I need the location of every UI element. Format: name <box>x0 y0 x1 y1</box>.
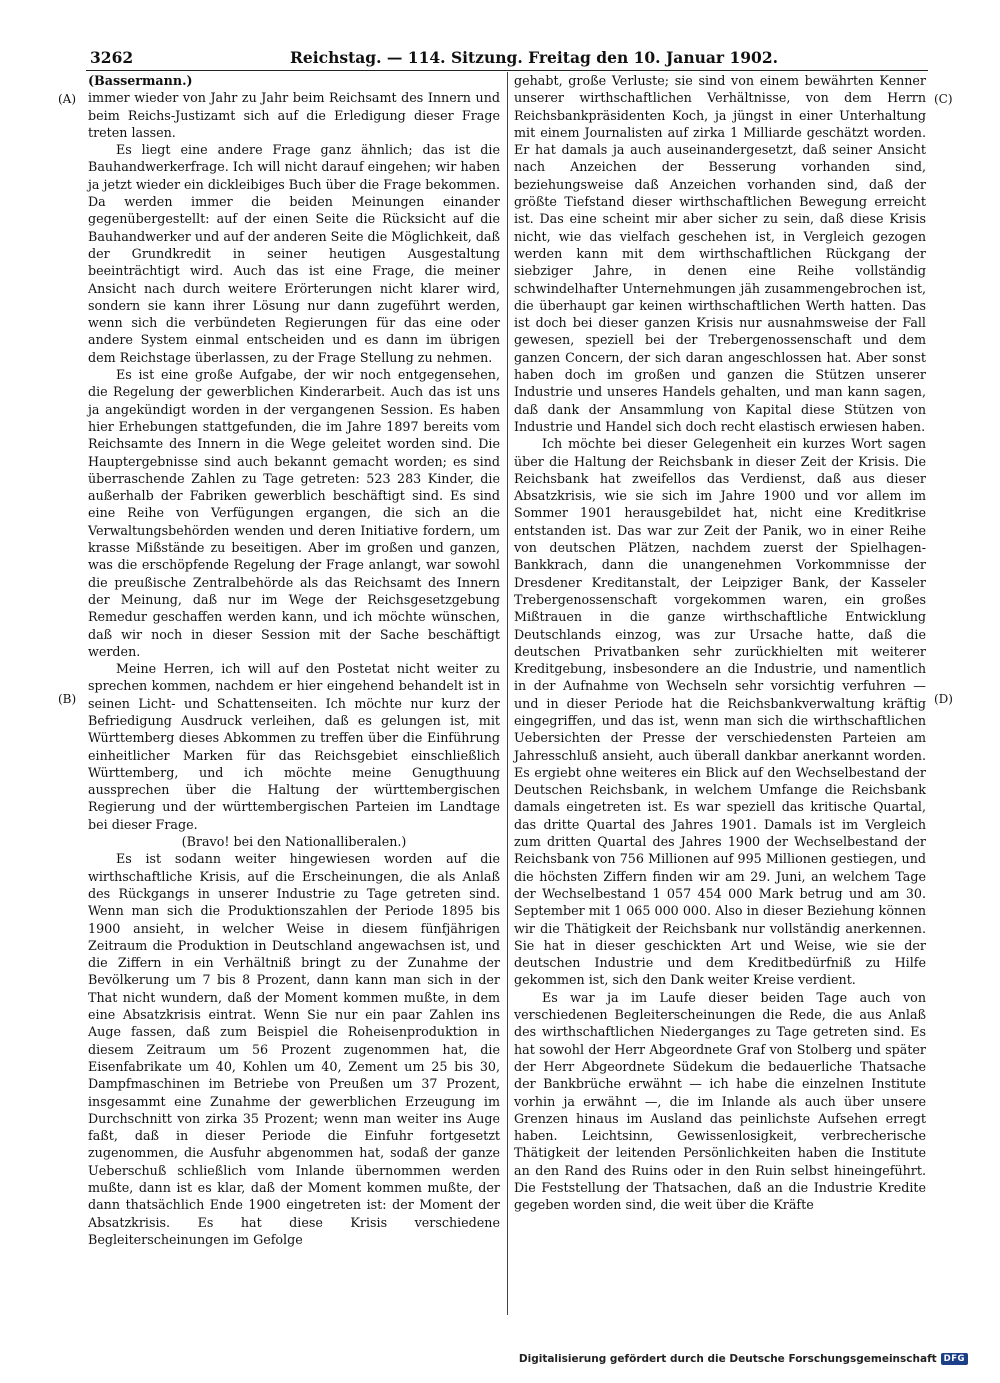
margin-marker-a: (A) <box>58 92 77 106</box>
paragraph: Es war ja im Laufe dieser beiden Tage auch von verschiedenen Begleiterscheinungen die Rede, die aus Anlaß des wirthschaftlichen Niederganges zu Tage getreten sind. Es hat sowohl der Herr Abgeordnete Graf von Stolberg und später der Herr Abgeordnete Südekum die bedauerliche Thatsache der Bankbrüche erwähnt — ich habe die einzelnen Institute vorhin ja erwähnt —, die im Inlande als auch über unsere Grenzen hinaus im Ausland das peinlichste Aufsehen erregt haben. Leichtsinn, Gewissenlosigkeit, verbrecherische Thätigkeit der leitenden Persönlichkeiten haben die Institute an den Rand des Ruins oder in den Ruin selbst hineingeführt. Die Feststellung der Thatsachen, daß an die Industrie Kredite gegeben worden sind, die weit über die Kräfte <box>514 989 926 1213</box>
right-column <box>514 72 926 1214</box>
paragraph: gehabt, große Verluste; sie sind von einem bewährten Kenner unserer wirthschaftlichen Verhältnisse, von dem Herrn Reichsbankpräsidenten Koch, ja jüngst in einer Unterhaltung mit einem Journalisten auf zirka 1 Milliarde geschätzt worden. Er hat damals ja auch auseinandergesetzt, daß seiner Ansicht nach Anzeichen der Besserung vorhanden sind, beziehungsweise daß Anzeichen vorhanden sind, daß der größte Tiefstand dieser wirthschaftlichen Bewegung erreicht ist. Das eine scheint mir aber sicher zu sein, daß diese Krisis nicht, wie das vielfach geschehen ist, in Vergleich gezogen werden kann mit dem wirthschaftlichen Rückgang der siebziger Jahre, in denen eine Reihe vollständig schwindelhafter Unternehmungen jäh zusammengebrochen ist, die überhaupt gar keinen wirthschaftlichen Werth hatten. Das ist doch bei dieser ganzen Krisis nur ausnahmsweise der Fall gewesen, speziell bei der Trebergenossenschaft und dem ganzen Concern, der sich daran angeschlossen hat. Aber sonst haben doch im großen und ganzen die Stützen unserer Industrie und unseres Handels gehalten, und man kann sagen, daß dank der Ansammlung von Kapital diese Stützen von Industrie und Handel sich doch recht elastisch erwiesen haben. <box>514 73 926 434</box>
footer-credit <box>519 1349 968 1369</box>
speaker-name: (Bassermann.) <box>88 73 193 88</box>
paragraph: Es ist eine große Aufgabe, der wir noch entgegensehen, die Regelung der gewerblichen Kinderarbeit. Auch das ist uns ja angekündigt worden in der vergangenen Session. Es haben hier Erhebungen stattgefunden, die im Jahre 1897 bereits vom Reichsamte des Innern in die Wege geleitet worden sind. Die Hauptergebnisse sind auch bekannt gemacht worden; es sind überraschende Zahlen zu Tage getreten: 523 283 Kinder, die außerhalb der Fabriken gewerblich beschäftigt sind. Es sind eine Reihe von Verfügungen ergangen, die sich an die Verwaltungsbehörden wenden und deren Initiative fordern, um krasse Mißstände zu beseitigen. Aber im großen und ganzen, was die erschöpfende Regelung der Frage anlangt, war sowohl die preußische Zentralbehörde als das Reichsamt des Innern der Meinung, daß nur im Wege der Reichsgesetzgebung Remedur geschaffen werden kann, und ich möchte wünschen, daß wir noch in dieser Session mit der Sache beschäftigt werden. <box>88 367 500 659</box>
running-title: Reichstag. — 114. Sitzung. Freitag den 10. Januar 1902. <box>290 48 779 67</box>
paragraph: Es liegt eine andere Frage ganz ähnlich; das ist die Bauhandwerkerfrage. Ich will nicht darauf eingehen; wir haben ja jetzt wieder ein dickleibiges Buch über die Frage bekommen. Da werden immer die beiden Meinungen einander gegenübergestellt: auf der einen Seite die Rücksicht auf die Bauhandwerker und auf der anderen Seite die Möglichkeit, daß der Grundkredit in seiner heutigen Ausgestaltung beeinträchtigt wird. Auch das ist eine Frage, die meiner Ansicht nach durch weitere Erörterungen nicht klarer wird, sondern sie kann ihrer Lösung nur dann zugeführt werden, wenn sich die verbündeten Regierungen für das eine oder andere System einmal entscheiden und es dann im übrigen dem Reichstage überlassen, zu der Frage Stellung zu nehmen. <box>88 142 501 365</box>
left-column <box>88 72 500 1248</box>
page-header <box>90 44 925 70</box>
paragraph: Es ist sodann weiter hingewiesen worden auf die wirthschaftliche Krisis, auf die Erscheinungen, die als Anlaß des Rückgangs in unserer Industrie zu Tage getreten sind. Wenn man sich die Produktionszahlen der Periode 1895 bis 1900 ansieht, in welcher Weise in diesem fünfjährigen Zeitraum die Produktion in Deutschland angewachsen ist, und die Ziffern in ein Verhältniß bringt zu der Zunahme der Bevölkerung um 7 bis 8 Prozent, dann kann man sich in der That nicht wundern, daß der Moment kommen mußte, in dem eine Absatzkrisis eintrat. Wenn Sie nur ein paar Zahlen ins Auge fassen, daß zum Beispiel die Roheisenproduktion in diesem Zeitraum um 56 Prozent zugenommen hat, die Eisenfabrikate um 40, Kohlen um 40, Zement um 25 bis 30, Dampfmaschinen im Betriebe von Preußen um 37 Prozent, insgesammt eine Zunahme der gewerblichen Erzeugung im Durchschnitt von zirka 35 Prozent; wenn man weiter ins Auge faßt, daß in dieser Periode die Einfuhr fortgesetzt zugenommen, die Ausfuhr abgenommen hat, sodaß der ganze Ueberschuß schließlich vom Inlande übernommen werden mußte, dann ist es klar, daß der Moment kommen mußte, der dann thatsächlich Ende 1900 eingetreten ist: der Moment der Absatzkrisis. Es hat diese Krisis verschiedene Begleiterscheinungen im Gefolge <box>88 851 500 1247</box>
margin-marker-c: (C) <box>934 92 953 106</box>
paragraph: immer wieder von Jahr zu Jahr beim Reichsamt des Innern und beim Reichs-Justizamt sich auf die Erledigung dieser Frage treten lassen. <box>88 90 500 140</box>
dfg-logo: DFG <box>941 1353 968 1365</box>
paragraph: Meine Herren, ich will auf den Postetat nicht weiter zu sprechen kommen, nachdem er hier eingehend behandelt ist in seinen Licht- und Schattenseiten. Ich möchte nur kurz der Befriedigung Ausdruck verleihen, daß es gelungen ist, mit Württemberg dieses Abkommen zu treffen über die Einführung einheitlicher Marken für das Reichsgebiet einschließlich Württemberg, und ich möchte meine Genugthuung aussprechen über die Haltung der württembergischen Regierung und der württembergischen Parteien im Landtage bei dieser Frage. <box>88 661 500 832</box>
header-rule <box>86 70 928 71</box>
column-divider <box>507 72 508 1315</box>
interjection: (Bravo! bei den Nationalliberalen.) <box>181 834 407 850</box>
page-number: 3262 <box>90 48 134 67</box>
margin-marker-b: (B) <box>58 692 77 706</box>
paragraph: Ich möchte bei dieser Gelegenheit ein kurzes Wort sagen über die Haltung der Reichsbank in dieser Zeit der Krisis. Die Reichsbank hat zweifellos das Verdienst, daß aus dieser Absatzkrisis, wie sie sich im Jahre 1900 und vor allem im Sommer 1901 herausgebildet hat, nicht eine Kreditkrise entstanden ist. Das war zur Zeit der Panik, wo in einer Reihe von deutschen Plätzen, nachdem zuerst der Spielhagen-Bankkrach, dann die unangenehmen Vorkommnisse der Dresdener Kreditanstalt, der Leipziger Bank, der Kasseler Trebergenossenschaft vorgekommen waren, ein großes Mißtrauen in die ganze wirthschaftliche Entwicklung Deutschlands einzog, was zur Ursache hatte, daß die deutschen Privatbanken sehr zurückhielten mit weiterer Kreditgebung, insbesondere an die Industrie, und namentlich in der Aufnahme von Wechseln sehr vorsichtig verfuhren — und in dieser Periode hat die Reichsbankverwaltung kräftig eingegriffen, und das ist, wenn man sich die wirthschaftlichen Uebersichten der Presse der verschiedensten Parteien am Jahresschluß ansieht, auch überall dankbar anerkannt worden. Es ergiebt ohne weiteres ein Blick auf den Wechselbestand der Deutschen Reichsbank, in welchem Umfange die Reichsbank damals eingetreten ist. Es war speziell das kritische Quartal, das dritte Quartal des Jahres 1901. Damals ist im Vergleich zum dritten Quartal des Jahres 1900 der Wechselbestand der Reichsbank von 756 Millionen auf 995 Millionen gestiegen, und die höchsten Ziffern finden wir am 29. Juni, an welchem Tage der Wechselbestand 1 057 454 000 Mark betrug und am 30. September mit 1 065 000 000. Also in dieser Beziehung können wir die Thätigkeit der Reichsbank nur vollständig anerkennen. Sie hat in dieser geschickten Art und Weise, wie sie der deutschen Industrie und dem Kreditbedürfniß zu Hilfe gekommen ist, sich den Dank weiter Kreise verdient. <box>514 436 926 988</box>
footer-text: Digitalisierung gefördert durch die Deutsche Forschungsgemeinschaft <box>518 1353 937 1365</box>
margin-marker-d: (D) <box>934 692 953 706</box>
